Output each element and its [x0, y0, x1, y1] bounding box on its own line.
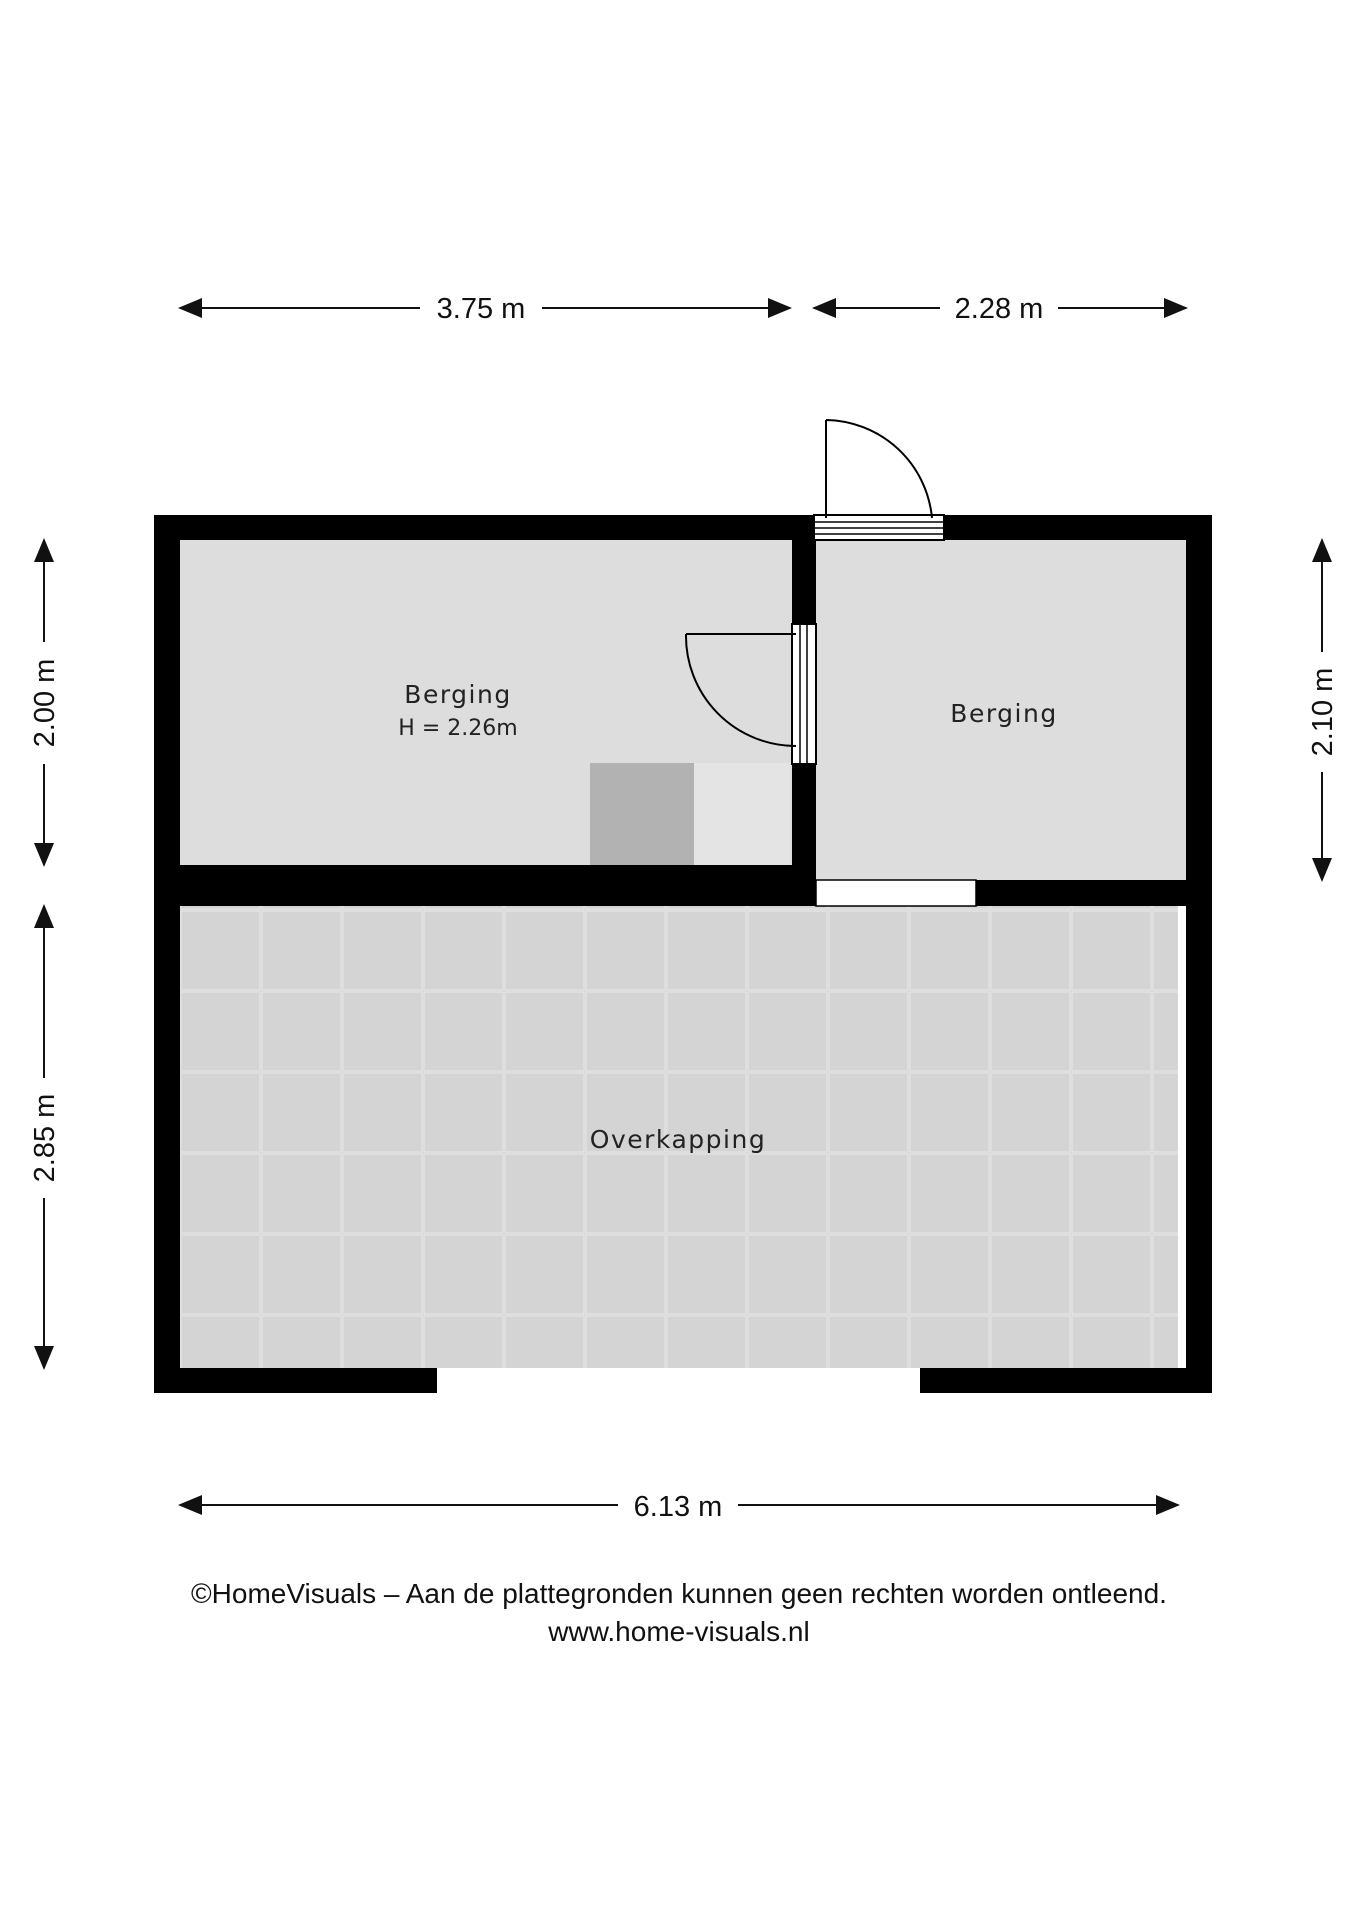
room-name-berging-right: Berging [950, 699, 1058, 728]
wall-top-right [944, 515, 1212, 540]
wall-middle-horizontal [180, 865, 816, 906]
door-top-swing [826, 420, 932, 518]
dimension-label-left-lower: 2.85 m [29, 1093, 61, 1183]
footer-website: www.home-visuals.nl [548, 1616, 810, 1647]
fixture-dark-block [590, 763, 694, 865]
dimension-label-top-left: 3.75 m [436, 293, 526, 325]
wall-bottom-right [920, 1368, 1212, 1393]
dimension-label-right-upper: 2.10 m [1307, 667, 1339, 757]
footer-disclaimer: ©HomeVisuals – Aan de plattegronden kunnen geen rechten worden ontleend. [191, 1578, 1167, 1609]
room-height-berging-left: H = 2.26m [398, 716, 518, 741]
dimension-label-left-upper: 2.00 m [29, 658, 61, 748]
wall-left [154, 515, 180, 1393]
opening-between-bergings [816, 880, 976, 906]
room-name-overkapping: Overkapping [589, 1125, 767, 1154]
wall-right [1186, 515, 1212, 1393]
wall-top-left [154, 515, 814, 540]
wall-bottom-left [154, 1368, 437, 1393]
door-divider-frame [792, 624, 816, 764]
wall-middle-horizontal-right [976, 880, 1186, 906]
wall-divider-lower [792, 764, 816, 865]
room-name-berging-left: Berging [404, 680, 512, 709]
fixture-light-block [694, 763, 790, 865]
dimension-label-bottom: 6.13 m [633, 1491, 723, 1523]
wall-divider-upper [792, 540, 816, 624]
dimension-label-top-right: 2.28 m [954, 293, 1044, 325]
